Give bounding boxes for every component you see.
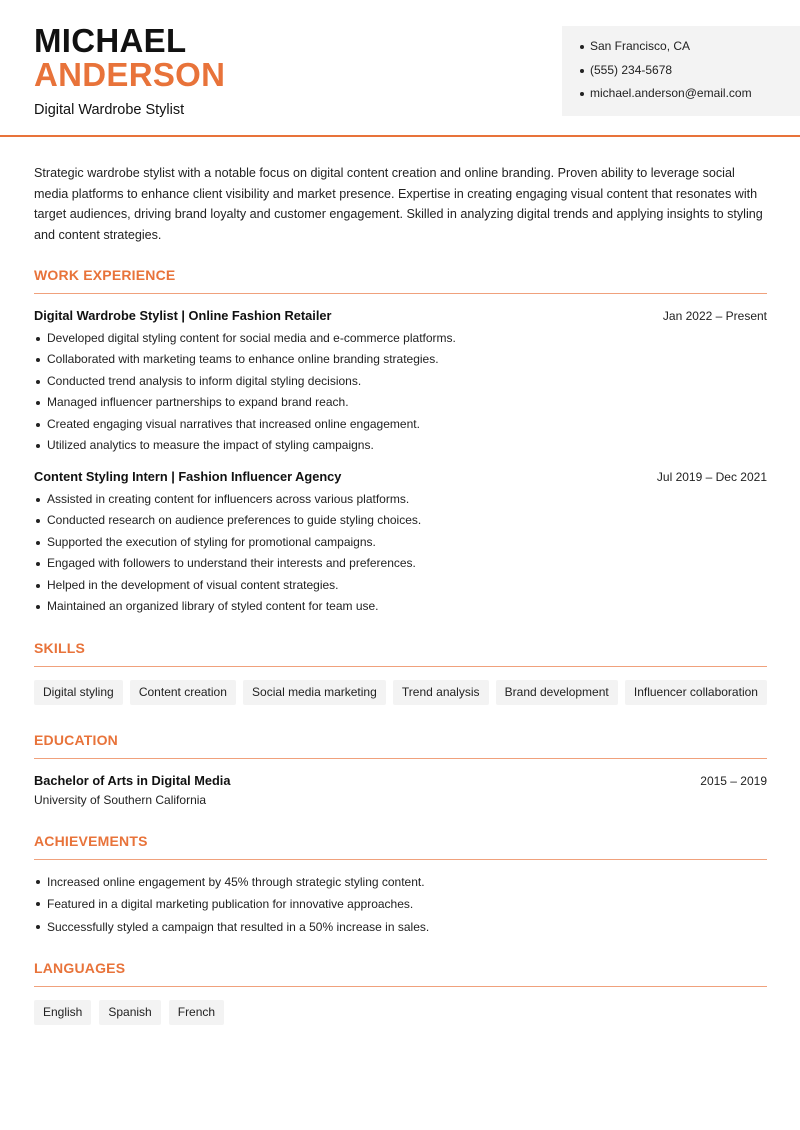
skill-chip: Trend analysis [393, 680, 489, 705]
skill-chip: Content creation [130, 680, 236, 705]
list-item: Successfully styled a campaign that resulted in a 50% increase in sales. [34, 916, 767, 939]
list-item: Assisted in creating content for influencers across various platforms. [34, 489, 767, 511]
section-title-languages: LANGUAGES [34, 960, 767, 987]
list-item: Utilized analytics to measure the impact of styling campaigns. [34, 435, 767, 457]
list-item: Collaborated with marketing teams to enhance online branding strategies. [34, 349, 767, 371]
resume-body [34, 163, 767, 1025]
first-name: MICHAEL [34, 22, 187, 59]
degree-title: Bachelor of Arts in Digital Media [34, 772, 231, 788]
last-name: ANDERSON [34, 56, 226, 93]
skill-chip: Digital styling [34, 680, 123, 705]
language-chip: English [34, 1000, 91, 1025]
education-entry [34, 773, 767, 807]
school-name: University of Southern California [34, 792, 207, 807]
job-dates-0: Jan 2022 – Present [662, 308, 767, 323]
skills-section [34, 640, 767, 705]
achievements-list [34, 871, 767, 939]
list-item: Maintained an organized library of styled content for team use. [34, 596, 767, 618]
job-title-1: Content Styling Intern | Fashion Influencer Agency [34, 468, 342, 484]
resume-header [0, 0, 800, 137]
list-item: Conducted research on audience preferences to guide styling choices. [34, 510, 767, 532]
contact-email[interactable]: michael.anderson@email.com [580, 85, 800, 109]
job-header [34, 308, 767, 323]
skill-chip: Social media marketing [243, 680, 386, 705]
list-item: Conducted trend analysis to inform digital styling decisions. [34, 371, 767, 393]
education-header [34, 773, 767, 788]
list-item: Increased online engagement by 45% through strategic styling content. [34, 871, 767, 894]
skill-chip: Influencer collaboration [625, 680, 767, 705]
section-title-education: EDUCATION [34, 732, 767, 759]
list-item: Featured in a digital marketing publication for innovative approaches. [34, 893, 767, 916]
skill-chip: Brand development [496, 680, 618, 705]
languages-list [34, 1000, 767, 1025]
contact-box [562, 26, 800, 116]
job-title-0: Digital Wardrobe Stylist | Online Fashion Retailer [34, 307, 332, 323]
contact-location: San Francisco, CA [580, 38, 800, 62]
job-dates-1: Jul 2019 – Dec 2021 [656, 469, 767, 484]
list-item: Managed influencer partnerships to expand brand reach. [34, 392, 767, 414]
languages-section [34, 960, 767, 1025]
language-chip: Spanish [99, 1000, 160, 1025]
summary: Strategic wardrobe stylist with a notable focus on digital content creation and online branding. Proven ability to leverage social media platforms to enhance client visibility and market presence. Expertise in creating engaging visual content that resonates with target audiences, driving brand loyalty and customer engagement. Skilled in analyzing digital trends and applying insights to styling and content strategies. [34, 166, 763, 243]
achievements-section [34, 833, 767, 939]
language-chip: French [169, 1000, 224, 1025]
job-entry [34, 308, 767, 457]
section-title-work: WORK EXPERIENCE [34, 267, 767, 294]
education-section [34, 732, 767, 807]
list-item: Developed digital styling content for social media and e-commerce platforms. [34, 328, 767, 350]
job-header [34, 469, 767, 484]
education-dates: 2015 – 2019 [700, 773, 767, 788]
skills-list [34, 680, 767, 705]
section-title-skills: SKILLS [34, 640, 767, 667]
section-title-achievements: ACHIEVEMENTS [34, 833, 767, 860]
job-bullets-0 [34, 328, 767, 457]
job-bullets-1 [34, 489, 767, 618]
work-section [34, 267, 767, 618]
contact-phone[interactable]: (555) 234-5678 [580, 62, 800, 86]
job-title: Digital Wardrobe Stylist [34, 102, 185, 118]
job-entry [34, 469, 767, 618]
list-item: Helped in the development of visual content strategies. [34, 575, 767, 597]
name-block [34, 22, 226, 118]
list-item: Engaged with followers to understand their interests and preferences. [34, 553, 767, 575]
list-item: Created engaging visual narratives that increased online engagement. [34, 414, 767, 436]
list-item: Supported the execution of styling for promotional campaigns. [34, 532, 767, 554]
